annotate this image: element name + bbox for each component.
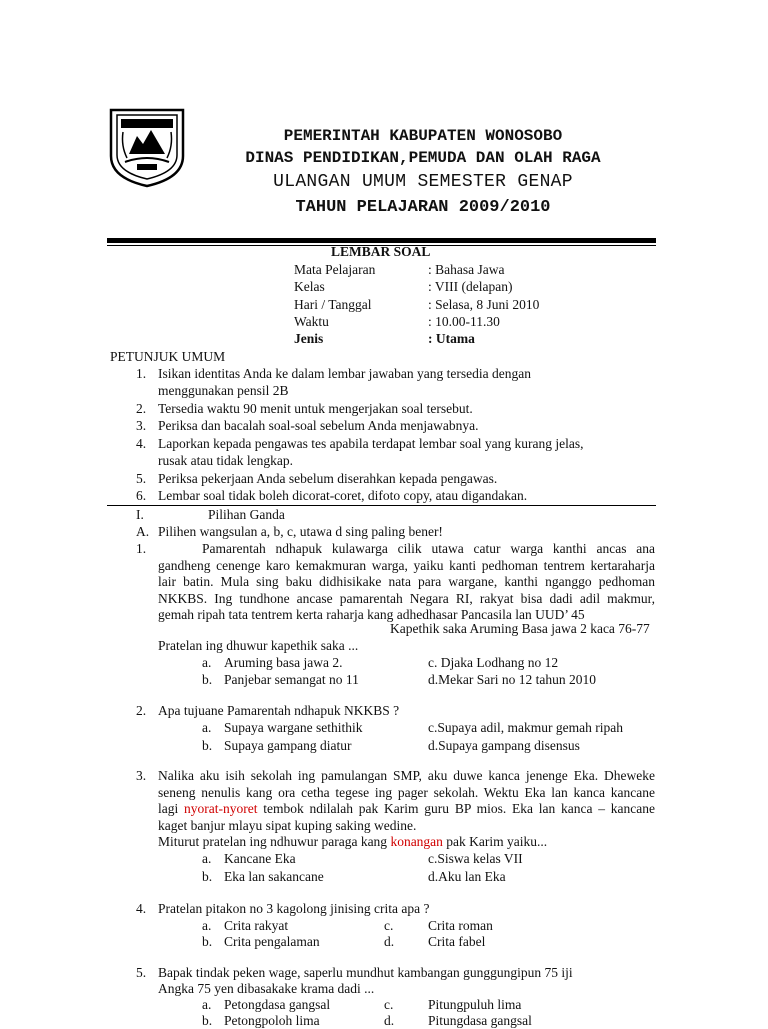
info-value-date: : Selasa, 8 Juni 2010 [428,297,540,312]
option-text: Supaya wargane sethithik [224,720,363,735]
instruction-number: 1. [136,366,147,381]
option-text: d.Aku lan Eka [428,869,506,884]
option-letter: a. [202,997,212,1012]
info-value-subject: : Bahasa Jawa [428,262,505,277]
passage-line: seneng nenulis kang ora cetha tegese ing pager sekolah. Wektu Eka lan kanca kancane [158,784,655,800]
option-text: Eka lan sakancane [224,869,324,884]
general-instructions-title: PETUNJUK UMUM [110,349,226,364]
instruction-letter: A. [136,524,150,539]
option-text: c. Djaka Lodhang no 12 [428,655,559,670]
header-line-3: ULANGAN UMUM SEMESTER GENAP [273,172,573,192]
instruction-text: Laporkan kepada pengawas tes apabila terdapat lembar soal yang kurang jelas, [158,436,584,451]
passage-line: Pamarentah ndhapuk kulawarga cilik utawa catur warga kanthi ancas ana [202,541,655,556]
header-line-4: TAHUN PELAJARAN 2009/2010 [295,198,551,217]
question-text: pak Karim yaiku... [442,834,548,850]
instruction-number: 5. [136,471,147,486]
info-value-type: : Utama [428,331,475,346]
option-text: Supaya gampang diatur [224,738,352,753]
option-letter: b. [202,1013,213,1028]
question-number: 1. [136,541,147,556]
option-text: Petongdasa gangsal [224,997,331,1012]
passage-source: Kapethik saka Aruming Basa jawa 2 kaca 76-77 [390,621,650,636]
option-text: Kancane Eka [224,851,296,866]
question-text: Pratelan pitakon no 3 kagolong jinising crita apa ? [158,901,430,916]
section-label: Pilihan Ganda [208,507,285,522]
option-text: Aruming basa jawa 2. [224,655,343,670]
header-line-2: DINAS PENDIDIKAN,PEMUDA DAN OLAH RAGA [245,149,601,167]
passage-line: gandheng cenenge karo kemakmuran warga, yaiku kanti pedhoman tentrem kertaraharja [158,557,655,573]
option-text: Pitungdasa gangsal [428,1013,532,1028]
header-divider-thick [107,238,656,243]
passage-line: Nalika aku isih sekolah ing pamulangan SMP, aku duwe kanca jenenge Eka. Dheweke [158,768,655,783]
instruction-text: Isikan identitas Anda ke dalam lembar jawaban yang tersedia dengan [158,366,531,381]
question-text: Bapak tindak peken wage, saperlu mundhut kambangan gunggungipun 75 iji [158,965,573,980]
option-text: c.Supaya adil, makmur gemah ripah [428,720,623,735]
option-text: Crita pengalaman [224,934,320,949]
passage-line [158,834,655,851]
info-label-date: Hari / Tanggal [294,297,372,312]
info-label-time: Waktu [294,314,329,329]
passage-text: lagi [158,801,185,817]
passage-text: tembok ndilalah pak Karim guru BP mios. Eka lan kanca – kancane [257,801,655,817]
option-letter: a. [202,655,212,670]
passage-line [158,801,655,818]
option-text: Pitungpuluh lima [428,997,522,1012]
instruction-text-cont: rusak atau tidak lengkap. [158,453,293,468]
question-text-cont: Angka 75 yen dibasakake krama dadi ... [158,981,375,996]
question-number: 3. [136,768,147,783]
option-letter: b. [202,869,213,884]
instruction-main: Pilihen wangsulan a, b, c, utawa d sing paling bener! [158,524,443,539]
section-number: I. [136,507,144,522]
passage-line: gemah ripah tata tentrem kerta raharja kang adhedhasar Pancasila lan UUD’ 45 [158,607,585,623]
info-value-time: : 10.00-11.30 [428,314,500,329]
section-divider [107,505,656,506]
option-letter: a. [202,720,212,735]
passage-line: lair batin. Mula sing baku didhisikake nata para wargane, kanthi nganggo pedhoman [158,574,655,590]
instruction-text: Tersedia waktu 90 menit untuk mengerjakan soal tersebut. [158,401,473,416]
instruction-number: 3. [136,418,147,433]
question-number: 5. [136,965,147,980]
option-letter: d. [384,1013,395,1028]
option-letter: b. [202,672,213,687]
question-1-passage [158,541,655,624]
option-letter: a. [202,851,212,866]
instruction-text: Lembar soal tidak boleh dicorat-coret, difoto copy, atau digandakan. [158,488,528,503]
question-text: Miturut pratelan ing ndhuwur paraga kang [158,834,391,850]
instruction-number: 4. [136,436,147,451]
option-text: d.Mekar Sari no 12 tahun 2010 [428,672,596,687]
passage-line: kaget banjur mlayu sipat kuping saking wedine. [158,817,417,833]
option-letter: c. [384,918,394,933]
question-number: 4. [136,901,147,916]
option-text: Crita fabel [428,934,486,949]
question-text: Pratelan ing dhuwur kapethik saka ... [158,638,359,653]
option-letter: c. [384,997,394,1012]
instruction-number: 2. [136,401,147,416]
info-value-class: : VIII (delapan) [428,279,513,294]
instruction-text: Periksa dan bacalah soal-soal sebelum Anda menjawabnya. [158,418,479,433]
option-letter: d. [384,934,395,949]
passage-line: NKKBS. Ing tundhone ancase pamarentah Negara RI, rakyat bisa dadi adil makmur, [158,590,655,606]
option-text: Panjebar semangat no 11 [224,672,359,687]
document-title: LEMBAR SOAL [331,244,431,259]
instruction-text-cont: menggunakan pensil 2B [158,383,289,398]
question-text: Apa tujuane Pamarentah ndhapuk NKKBS ? [158,703,400,718]
info-label-subject: Mata Pelajaran [294,262,376,277]
option-text: Crita rakyat [224,918,289,933]
option-text: d.Supaya gampang disensus [428,738,580,753]
option-text: c.Siswa kelas VII [428,851,523,866]
option-text: Crita roman [428,918,493,933]
option-letter: a. [202,918,212,933]
option-letter: b. [202,738,213,753]
option-letter: b. [202,934,213,949]
wonosobo-crest-logo [107,106,187,188]
highlighted-word: konangan [390,834,443,850]
header-line-1: PEMERINTAH KABUPATEN WONOSOBO [283,127,563,145]
question-number: 2. [136,703,147,718]
info-label-type: Jenis [294,331,324,346]
highlighted-word: nyorat-nyoret [184,801,258,817]
instruction-number: 6. [136,488,147,503]
instruction-text: Periksa pekerjaan Anda sebelum diserahkan kepada pengawas. [158,471,498,486]
option-text: Petongpoloh lima [224,1013,320,1028]
info-label-class: Kelas [294,279,325,294]
question-3-passage [158,768,655,851]
